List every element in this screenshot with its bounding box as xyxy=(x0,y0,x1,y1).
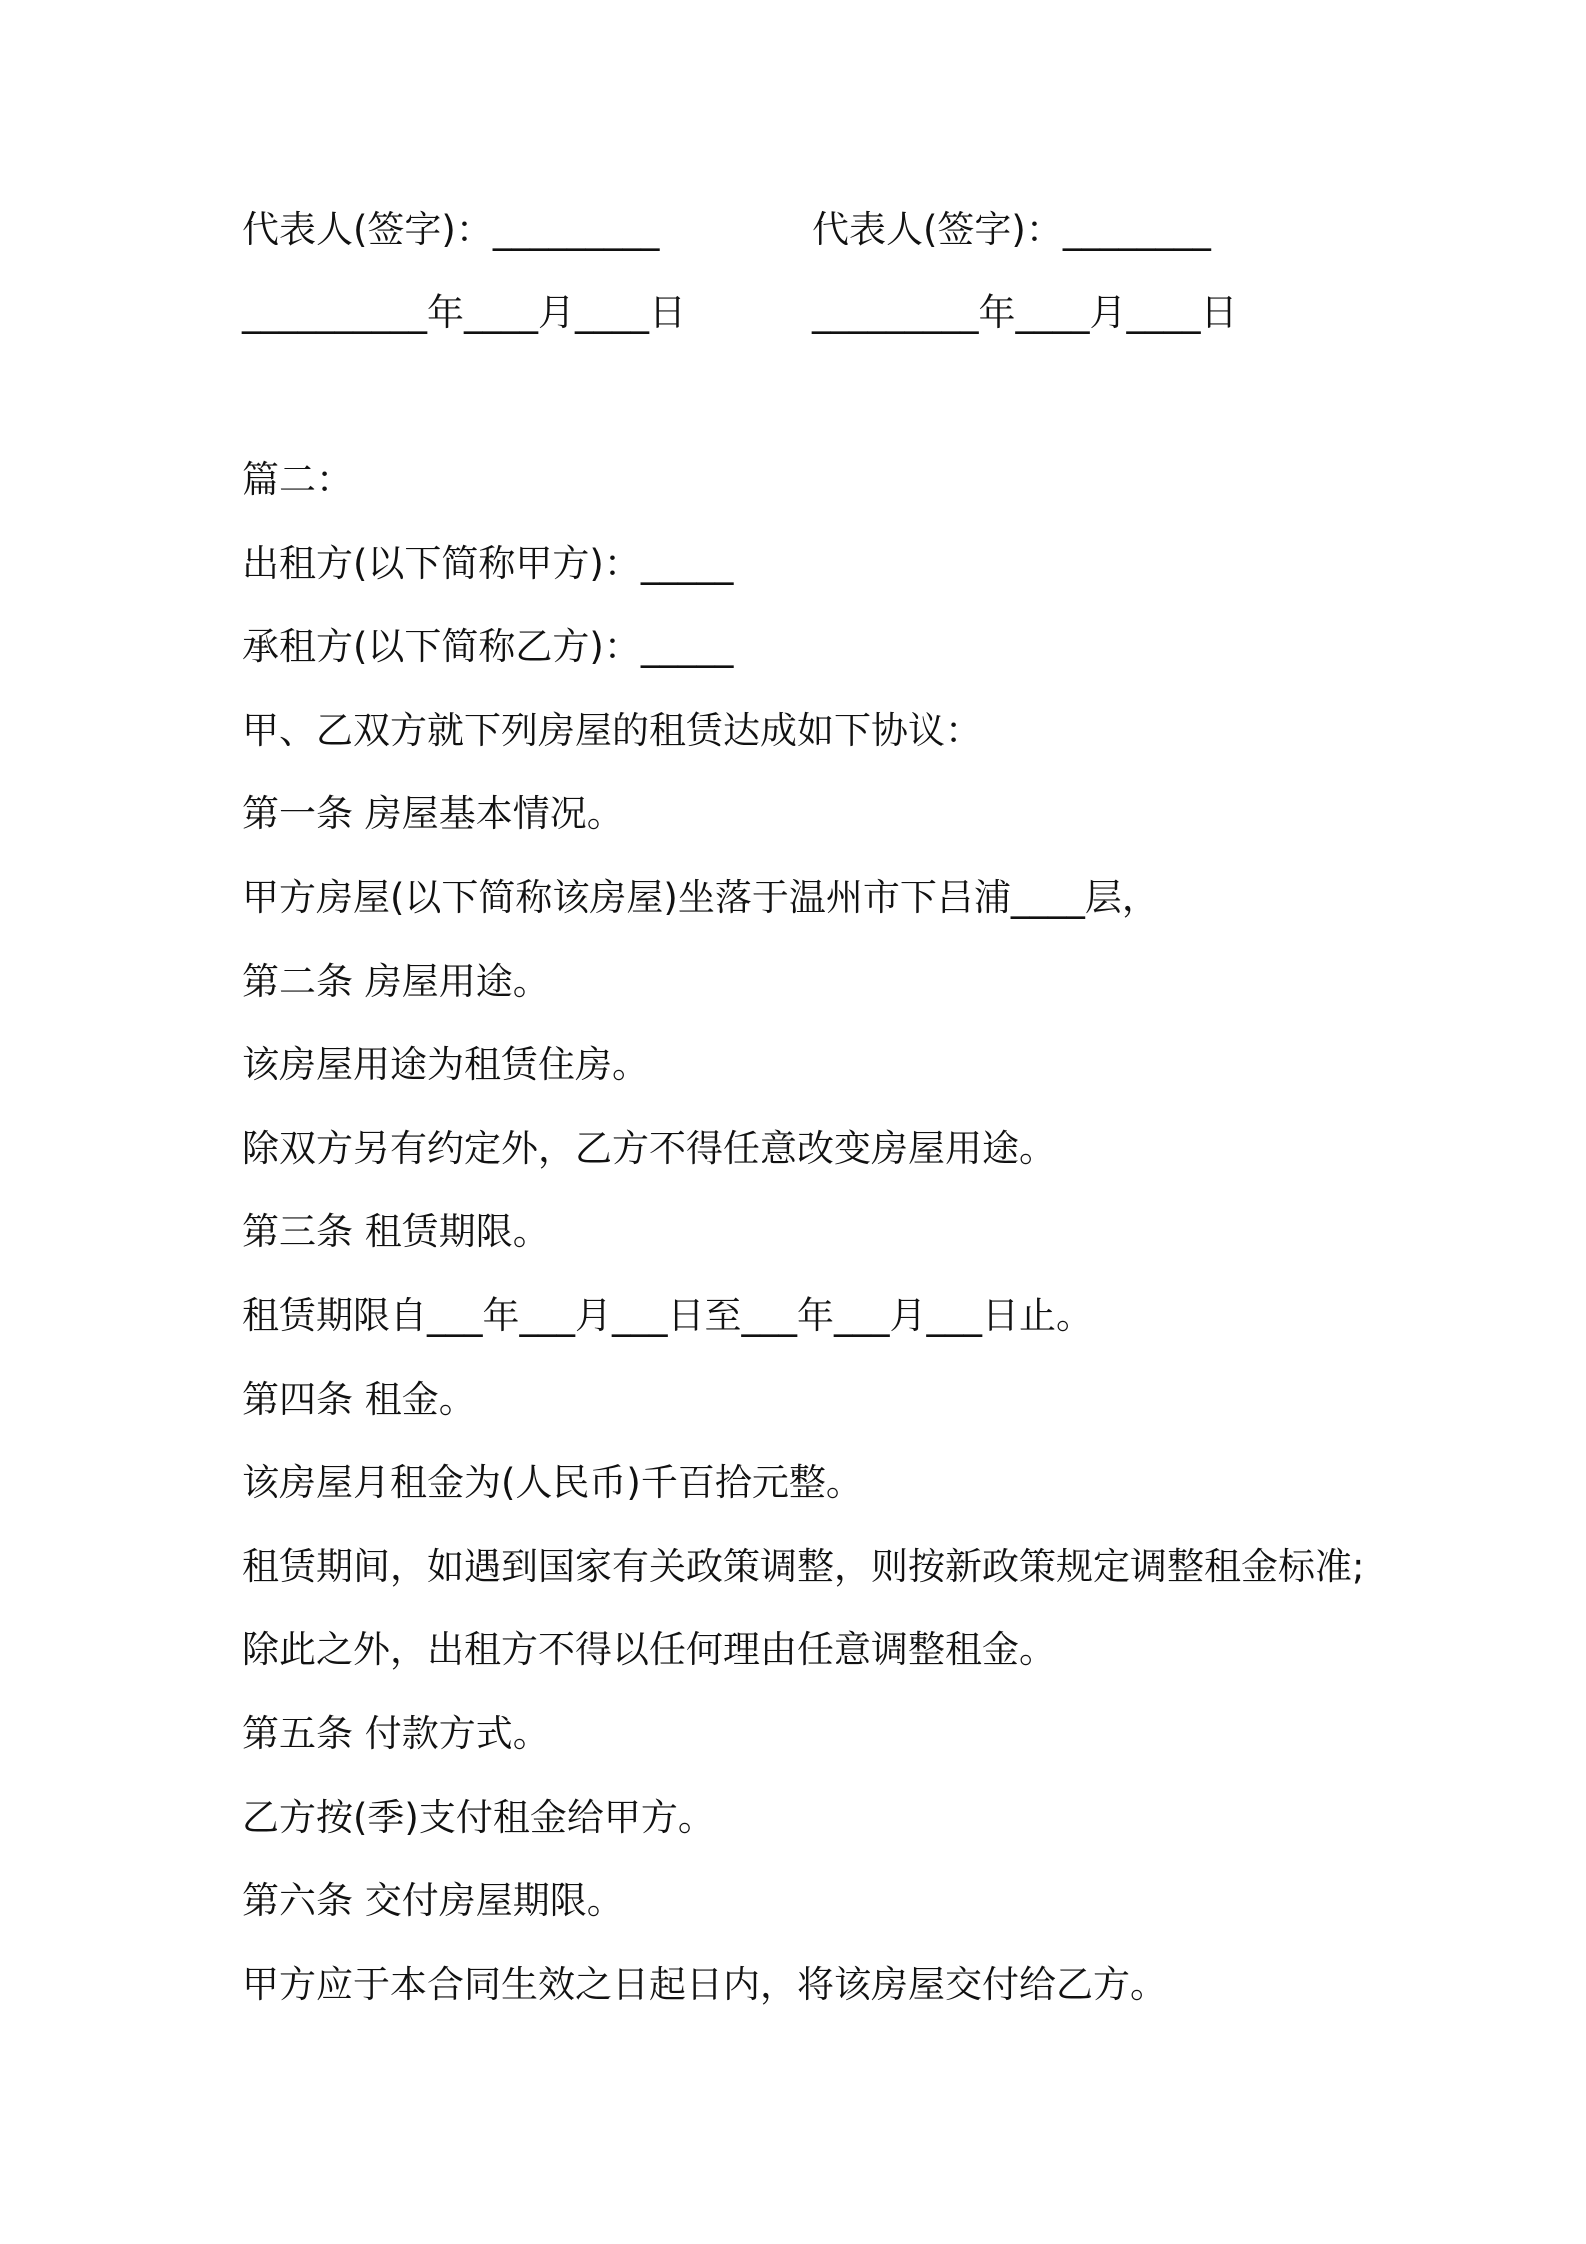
signature-row-dates xyxy=(242,283,1392,343)
article-6-text: 甲方应于本合同生效之日起日内，将该房屋交付给乙方。 xyxy=(242,1962,1167,2006)
contract-body xyxy=(242,450,1442,2038)
party-b-sign-date: _________年____月____日 xyxy=(812,291,1238,334)
article-3-text: 租赁期限自___年___月___日至___年___月___日止。 xyxy=(242,1293,1093,1337)
article-4-text-2: 租赁期间，如遇到国家有关政策调整，则按新政策规定调整租金标准; xyxy=(242,1544,1365,1588)
article-2-text-2: 除双方另有约定外，乙方不得任意改变房屋用途。 xyxy=(242,1126,1056,1170)
article-4-text-3: 除此之外，出租方不得以任何理由任意调整租金。 xyxy=(242,1628,1056,1672)
article-5-heading: 第五条 付款方式。 xyxy=(242,1711,550,1755)
signature-row-representatives xyxy=(242,200,1392,260)
article-2-heading: 第二条 房屋用途。 xyxy=(242,959,550,1003)
lessee-line: 承租方(以下简称乙方)：_____ xyxy=(242,625,734,669)
section-title: 篇二： xyxy=(242,458,353,501)
article-1-text: 甲方房屋(以下简称该房屋)坐落于温州市下吕浦____层， xyxy=(242,875,1159,919)
article-4-text-1: 该房屋月租金为(人民币)千百拾元整。 xyxy=(242,1461,863,1505)
lessor-line: 出租方(以下简称甲方)：_____ xyxy=(242,541,734,585)
party-b-representative-signature: 代表人(签字)：________ xyxy=(812,208,1211,251)
party-a-representative-signature: 代表人(签字)：_________ xyxy=(242,208,660,251)
article-6-heading: 第六条 交付房屋期限。 xyxy=(242,1879,624,1923)
article-3-heading: 第三条 租赁期限。 xyxy=(242,1210,550,1254)
party-a-sign-date: __________年____月____日 xyxy=(242,291,686,334)
article-1-heading: 第一条 房屋基本情况。 xyxy=(242,792,624,836)
article-2-text-1: 该房屋用途为租赁住房。 xyxy=(242,1043,649,1087)
agreement-intro: 甲、乙双方就下列房屋的租赁达成如下协议： xyxy=(242,708,982,752)
article-5-text: 乙方按(季)支付租金给甲方。 xyxy=(242,1795,715,1839)
article-4-heading: 第四条 租金。 xyxy=(242,1377,476,1421)
